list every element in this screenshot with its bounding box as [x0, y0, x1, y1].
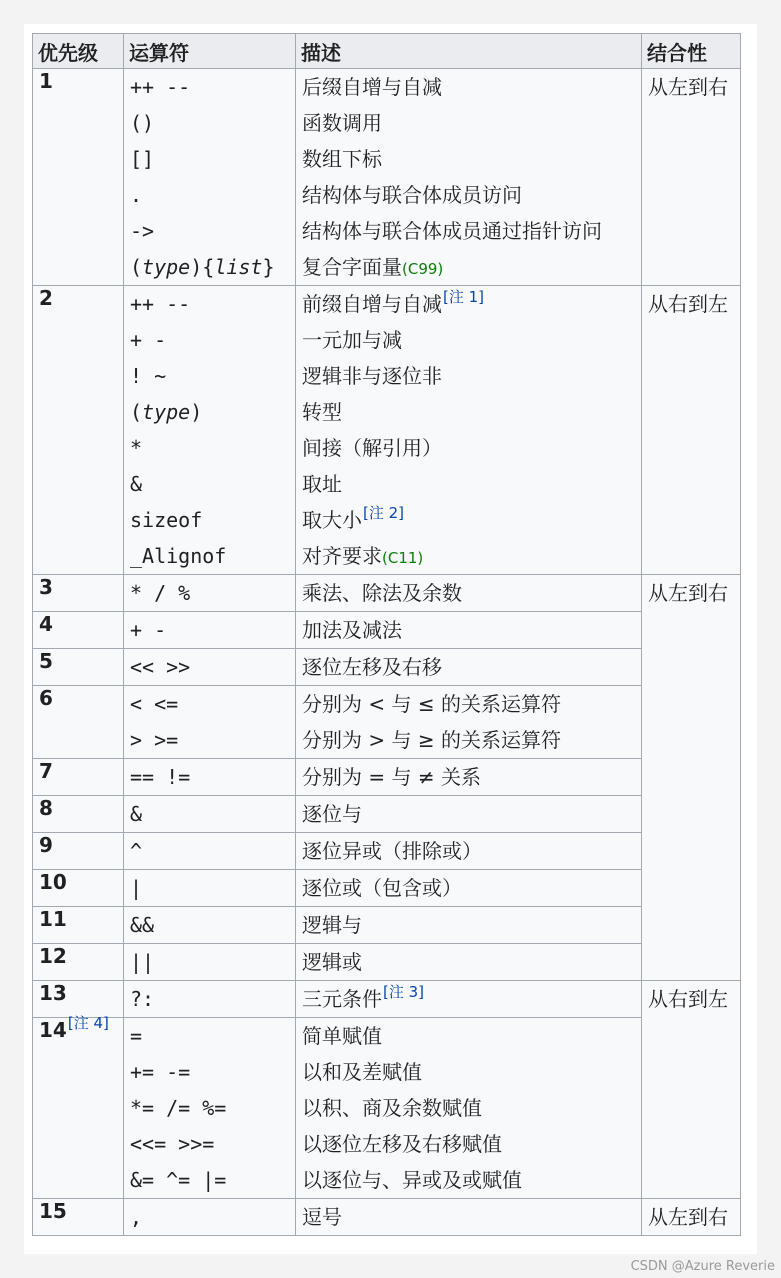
precedence-cell: 11 — [33, 907, 124, 944]
description-cell — [296, 69, 642, 286]
precedence-cell: 10 — [33, 870, 124, 907]
table-row — [33, 759, 741, 796]
table-row — [33, 870, 741, 907]
operator: [] — [130, 147, 155, 171]
associativity-cell: 从右到左 — [642, 286, 741, 575]
operator-cell: == != — [124, 759, 296, 796]
precedence-cell: 13 — [33, 981, 124, 1018]
operator: (type) — [130, 400, 203, 424]
operator-cell — [124, 286, 296, 575]
operator: sizeof — [130, 508, 203, 532]
precedence-cell: 8 — [33, 796, 124, 833]
operator: * — [130, 436, 143, 460]
table-row — [33, 944, 741, 981]
table-row — [33, 907, 741, 944]
operator: + - — [130, 328, 167, 352]
description: 取大小[注 2] — [302, 504, 405, 532]
operator-cell — [124, 69, 296, 286]
operator-cell: ?: — [124, 981, 296, 1018]
watermark: CSDN @Azure Reverie — [630, 1259, 775, 1274]
precedence-cell: 15 — [33, 1199, 124, 1236]
footnote-link[interactable]: [注 4] — [67, 1014, 109, 1032]
header-row — [33, 34, 741, 69]
operator: () — [130, 111, 155, 135]
operator-cell: & — [124, 796, 296, 833]
table-row — [33, 575, 741, 612]
operator-cell: || — [124, 944, 296, 981]
operator-cell: = += -= *= /= %= <<= >>= &= ^= |= — [124, 1018, 296, 1199]
description-cell — [296, 286, 642, 575]
operator: -> — [130, 219, 155, 243]
table-row — [33, 1018, 741, 1199]
table-row — [33, 649, 741, 686]
associativity-cell: 从右到左 — [642, 981, 741, 1199]
precedence-cell: 1 — [33, 69, 124, 286]
operator-cell: | — [124, 870, 296, 907]
description: 后缀自增与自减 — [302, 75, 442, 99]
operator: ++ -- — [130, 75, 191, 99]
header-operator: 运算符 — [124, 34, 296, 69]
operator-cell: , — [124, 1199, 296, 1236]
precedence-cell: 9 — [33, 833, 124, 870]
description-cell: 逻辑与 — [296, 907, 642, 944]
header-description: 描述 — [296, 34, 642, 69]
description: 逻辑非与逐位非 — [302, 364, 442, 388]
table-row — [33, 981, 741, 1018]
table-row — [33, 286, 741, 575]
operator-cell: << >> — [124, 649, 296, 686]
description-cell: 分别为 = 与 ≠ 关系 — [296, 759, 642, 796]
precedence-cell: 14[注 4] — [33, 1018, 124, 1199]
precedence-cell: 6 — [33, 686, 124, 759]
description-cell: 逻辑或 — [296, 944, 642, 981]
description: 一元加与减 — [302, 328, 402, 352]
description: 函数调用 — [302, 111, 382, 135]
description-cell: 逐位异或（排除或） — [296, 833, 642, 870]
description: 数组下标 — [302, 147, 382, 171]
operator: & — [130, 472, 143, 496]
description: 复合字面量(C99) — [302, 255, 444, 279]
table-row — [33, 796, 741, 833]
table-row — [33, 69, 741, 286]
operator-cell: + - — [124, 612, 296, 649]
precedence-cell: 5 — [33, 649, 124, 686]
table-row — [33, 612, 741, 649]
operator: _Alignof — [130, 544, 227, 568]
footnote-link[interactable]: [注 1] — [443, 288, 485, 306]
operator-cell: && — [124, 907, 296, 944]
operator: (type){list} — [130, 255, 275, 279]
operator: . — [130, 183, 143, 207]
description: 转型 — [302, 400, 342, 424]
header-associativity: 结合性 — [642, 34, 741, 69]
description: 间接（解引用） — [302, 436, 442, 460]
footnote-link[interactable]: [注 2] — [363, 504, 405, 522]
operator-cell: ^ — [124, 833, 296, 870]
description-cell: 逐位或（包含或） — [296, 870, 642, 907]
precedence-cell: 7 — [33, 759, 124, 796]
description: 对齐要求(C11) — [302, 544, 424, 568]
precedence-cell: 3 — [33, 575, 124, 612]
description-cell: 乘法、除法及余数 — [296, 575, 642, 612]
description: 前缀自增与自减[注 1] — [302, 288, 485, 316]
description-cell: 加法及减法 — [296, 612, 642, 649]
table-row — [33, 1199, 741, 1236]
operator-cell: < <= > >= — [124, 686, 296, 759]
precedence-cell: 2 — [33, 286, 124, 575]
associativity-cell: 从左到右 — [642, 575, 741, 981]
precedence-cell: 12 — [33, 944, 124, 981]
precedence-cell: 4 — [33, 612, 124, 649]
standard-tag: (C99) — [402, 260, 444, 278]
description-cell — [296, 981, 642, 1018]
operator-precedence-table — [32, 33, 741, 1236]
operator: ++ -- — [130, 292, 191, 316]
footnote-link[interactable]: [注 3] — [383, 983, 425, 1001]
table-row — [33, 686, 741, 759]
description: 结构体与联合体成员访问 — [302, 183, 522, 207]
description-cell: 分别为 < 与 ≤ 的关系运算符 分别为 > 与 ≥ 的关系运算符 — [296, 686, 642, 759]
description: 结构体与联合体成员通过指针访问 — [302, 219, 602, 243]
description-cell: 逐位与 — [296, 796, 642, 833]
table-row — [33, 833, 741, 870]
standard-tag: (C11) — [382, 549, 424, 567]
operator-cell: * / % — [124, 575, 296, 612]
associativity-cell: 从左到右 — [642, 1199, 741, 1236]
description-cell: 逗号 — [296, 1199, 642, 1236]
description: 三元条件[注 3] — [302, 983, 425, 1011]
header-precedence: 优先级 — [33, 34, 124, 69]
operator: ! ~ — [130, 364, 167, 388]
description: 取址 — [302, 472, 342, 496]
description-cell: 逐位左移及右移 — [296, 649, 642, 686]
description-cell: 简单赋值 以和及差赋值 以积、商及余数赋值 以逐位左移及右移赋值 以逐位与、异或及或赋值 — [296, 1018, 642, 1199]
associativity-cell: 从左到右 — [642, 69, 741, 286]
